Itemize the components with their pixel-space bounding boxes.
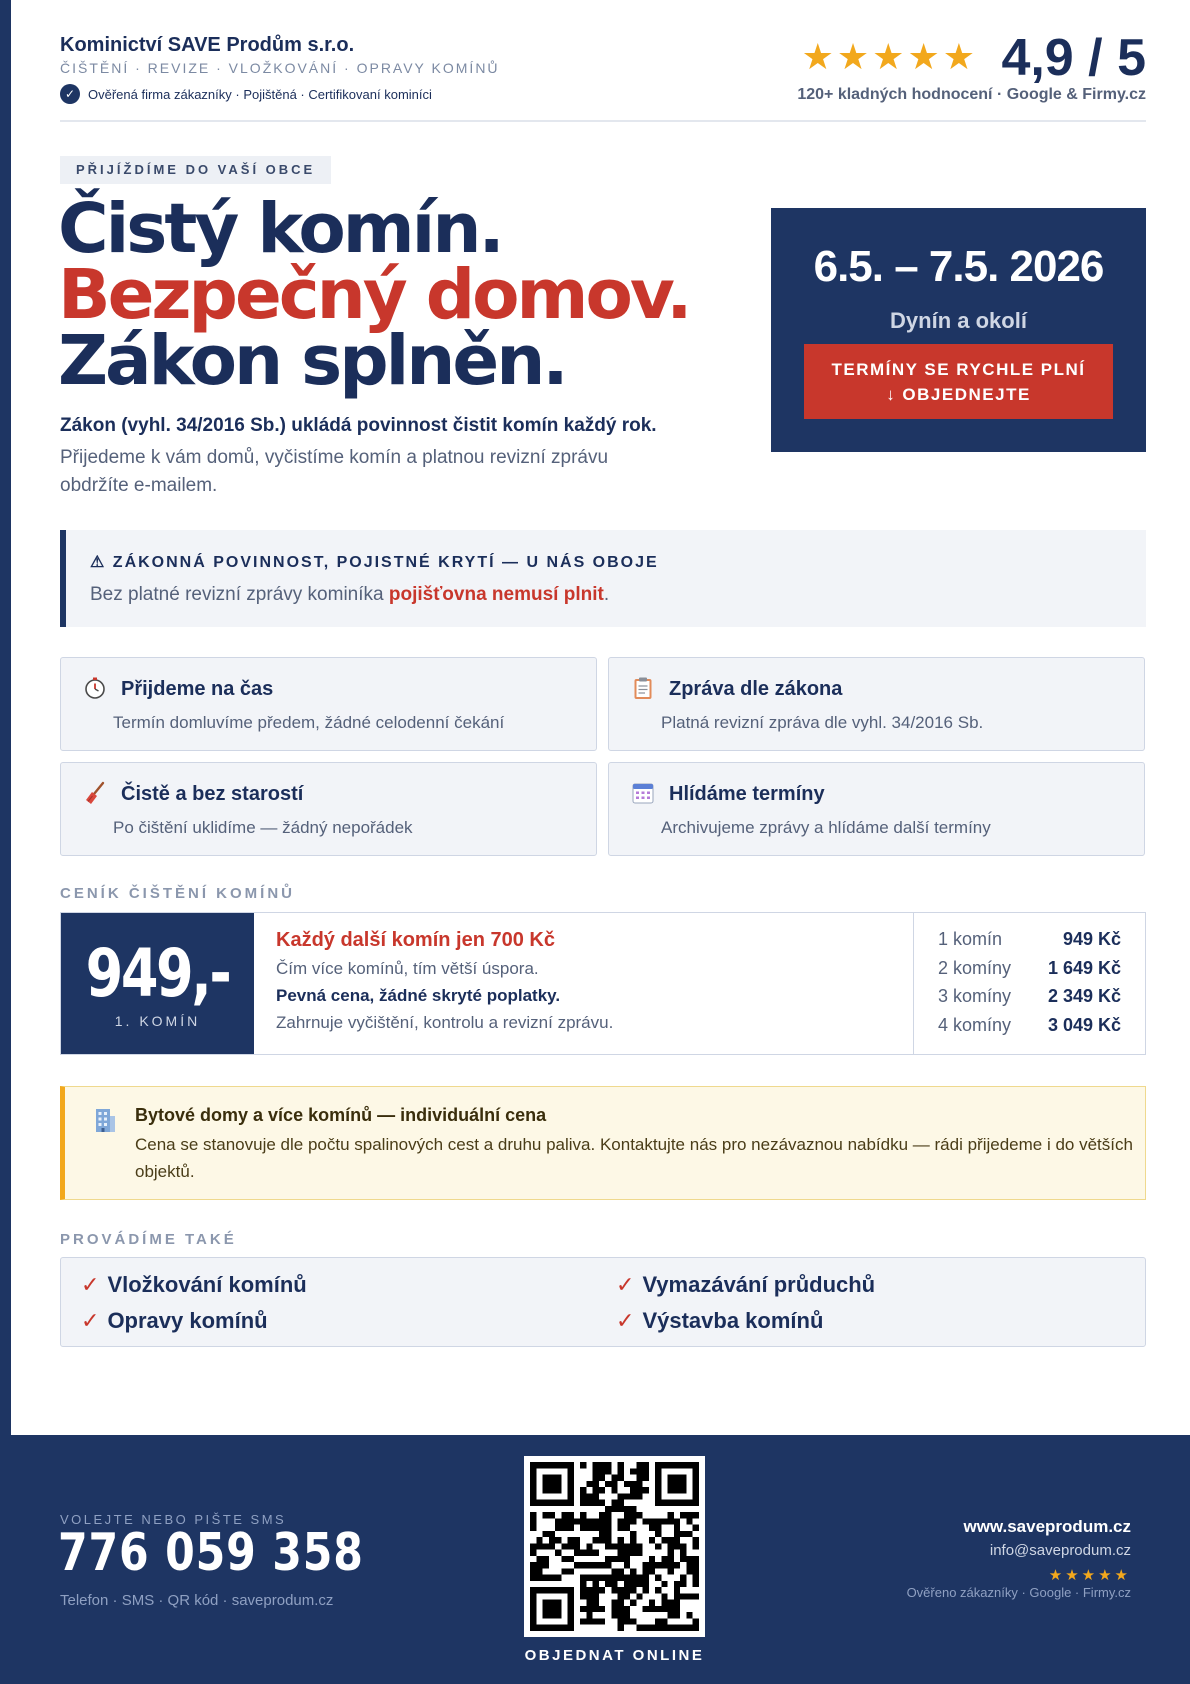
checkmark-icon: ✓ xyxy=(81,1272,100,1297)
left-accent-bar xyxy=(0,0,11,1684)
also-label: PROVÁDÍME TAKÉ xyxy=(60,1231,237,1248)
hero-headline xyxy=(58,189,738,401)
service-item xyxy=(81,1308,268,1334)
service-label: Opravy komínů xyxy=(107,1308,268,1333)
warning-text-emphasis: pojišťovna nemusí plnit xyxy=(388,584,604,605)
feature-title: Zpráva dle zákona xyxy=(669,678,843,700)
notice-title: Bytové domy a více komínů — individuální cena xyxy=(135,1105,547,1125)
service-label: Vložkování komínů xyxy=(107,1272,307,1297)
contact-sub: Telefon · SMS · QR kód · saveprodum.cz xyxy=(60,1592,334,1609)
price-row-label: 3 komíny xyxy=(938,986,1012,1006)
warning-text xyxy=(90,584,609,606)
price-row xyxy=(914,986,1145,1015)
stopwatch-icon xyxy=(83,676,107,700)
pricing-text-2: Pevná cena, žádné skryté poplatky. xyxy=(276,986,561,1005)
feature-title: Hlídáme termíny xyxy=(669,783,825,805)
headline-line-2: Bezpečný domov. xyxy=(58,255,690,335)
feature-text: Po čištění uklidíme — žádný nepořádek xyxy=(113,818,413,837)
price-table xyxy=(913,913,1145,1054)
notice-text: Cena se stanovuje dle počtu spalinových cest a druhu paliva. Kontaktujte nás pro nezávaznou nabídku — rádi přijedeme i do větších objektů. xyxy=(135,1135,1133,1181)
rating-stars-icon: ★★★★★ xyxy=(801,36,978,77)
pricing-box xyxy=(60,912,1146,1055)
feature-title: Přijdeme na čas xyxy=(121,678,274,700)
price-row-value: 2 349 Kč xyxy=(1047,986,1121,1006)
main-price: 949,- xyxy=(85,935,230,1012)
pricing-highlight: Každý další komín jen 700 Kč xyxy=(276,929,555,951)
price-row-value: 949 Kč xyxy=(1062,929,1121,949)
visit-dates: 6.5. – 7.5. 2026 xyxy=(813,242,1104,291)
main-price-block xyxy=(61,913,254,1054)
service-label: Výstavba komínů xyxy=(642,1308,824,1333)
feature-text: Platná revizní zpráva dle vyhl. 34/2016 Sb. xyxy=(661,713,984,732)
warning-text-start: Bez platné revizní zprávy kominíka xyxy=(90,584,389,605)
warning-title: ⚠ ZÁKONNÁ POVINNOST, POJISTNÉ KRYTÍ — U NÁS OBOJE xyxy=(90,554,659,571)
price-row-value: 1 649 Kč xyxy=(1047,957,1121,978)
pricing-text-1: Čím více komínů, tím větší úspora. xyxy=(276,959,539,978)
service-item xyxy=(616,1308,823,1334)
checkmark-icon: ✓ xyxy=(616,1308,635,1333)
pricing-label: CENÍK ČIŠTĚNÍ KOMÍNŮ xyxy=(60,885,296,902)
price-row xyxy=(914,1015,1145,1044)
legal-warning xyxy=(60,530,1146,627)
order-cta-button[interactable] xyxy=(804,344,1113,419)
services-tagline: ČIŠTĚNÍ · REVIZE · VLOŽKOVÁNÍ · OPRAVY KOMÍNŮ xyxy=(60,60,500,76)
reviews-count: 120+ kladných hodnocení · Google & Firmy.cz xyxy=(797,86,1146,103)
company-name: Kominictví SAVE Prodům s.r.o. xyxy=(60,34,355,56)
pricing-text-3: Zahrnuje vyčištění, kontrolu a revizní zprávu. xyxy=(276,1013,614,1032)
services-box xyxy=(60,1257,1146,1347)
broom-icon xyxy=(83,781,107,805)
website-link[interactable]: www.saveprodum.cz xyxy=(963,1517,1131,1536)
price-row xyxy=(914,929,1145,958)
headline-line-3: Zákon splněn. xyxy=(58,321,566,401)
price-row-value: 3 049 Kč xyxy=(1047,1014,1121,1035)
email-link[interactable]: info@saveprodum.cz xyxy=(989,1542,1131,1559)
price-row-label: 4 komíny xyxy=(938,1014,1012,1035)
warning-text-end: . xyxy=(603,584,610,605)
apartment-notice xyxy=(60,1086,1146,1200)
feature-text: Termín domluvíme předem, žádné celodenní čekání xyxy=(113,713,505,732)
checkmark-icon: ✓ xyxy=(81,1308,100,1333)
headline-line-1: Čistý komín. xyxy=(58,189,502,269)
price-row xyxy=(914,958,1145,987)
main-price-sub: 1. KOMÍN xyxy=(114,1013,201,1029)
clipboard-icon xyxy=(631,676,655,700)
calendar-icon xyxy=(631,781,655,805)
feature-card-deadlines xyxy=(608,762,1145,856)
hero-lead: Přijedeme k vám domů, vyčistíme komín a platnou revizní zprávu obdržíte e-mailem. xyxy=(60,447,609,496)
service-label: Vymazávání průduchů xyxy=(642,1272,876,1297)
feature-card-on-time xyxy=(60,657,597,751)
law-statement: Zákon (vyhl. 34/2016 Sb.) ukládá povinnost čistit komín každý rok. xyxy=(60,415,657,436)
footer-contacts xyxy=(907,1517,1131,1600)
price-row-label: 2 komíny xyxy=(938,957,1012,978)
verified-line xyxy=(60,84,432,104)
building-icon xyxy=(93,1107,117,1133)
feature-card-clean xyxy=(60,762,597,856)
footer-verified: Ověřeno zákazníky · Google · Firmy.cz xyxy=(906,1585,1131,1600)
price-row-label: 1 komín xyxy=(938,929,1003,949)
rating-block xyxy=(766,30,1146,110)
feature-card-report xyxy=(608,657,1145,751)
phone-number[interactable]: 776 059 358 xyxy=(58,1523,364,1583)
footer xyxy=(11,1435,1190,1684)
visit-place: Dynín a okolí xyxy=(890,308,1027,333)
cta-line-1: TERMÍNY SE RYCHLE PLNÍ xyxy=(831,360,1086,379)
checkmark-icon: ✓ xyxy=(616,1272,635,1297)
footer-stars-icon: ★★★★★ xyxy=(1048,1567,1131,1584)
rating-value: 4,9 / 5 xyxy=(1001,29,1146,87)
check-circle-icon: ✓ xyxy=(60,84,80,104)
date-box xyxy=(771,208,1146,452)
pricing-details xyxy=(276,929,916,1040)
contact-label: VOLEJTE NEBO PIŠTE SMS xyxy=(60,1512,287,1527)
feature-text: Archivujeme zprávy a hlídáme další termíny xyxy=(661,818,991,837)
service-item xyxy=(81,1272,307,1298)
header xyxy=(60,30,1146,122)
qr-code[interactable] xyxy=(524,1456,705,1637)
verified-text: Ověřená firma zákazníky · Pojištěná · Certifikovaní kominíci xyxy=(88,86,432,102)
qr-label: OBJEDNAT ONLINE xyxy=(524,1647,705,1664)
cta-line-2: ↓ OBJEDNEJTE xyxy=(886,385,1031,404)
feature-title: Čistě a bez starostí xyxy=(121,783,304,805)
hero-kicker: PŘIJÍŽDÍME DO VAŠÍ OBCE xyxy=(60,156,331,184)
service-item xyxy=(616,1272,875,1298)
